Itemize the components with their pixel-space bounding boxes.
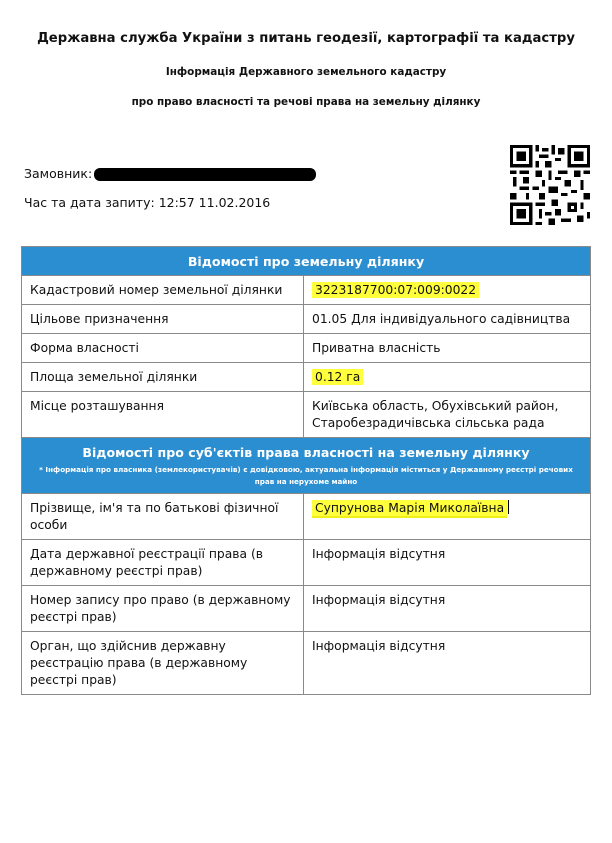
owner-section-title: Відомості про суб'єктів права власності на земельну ділянку	[82, 445, 530, 460]
land-section-header	[22, 247, 591, 276]
table-row	[22, 632, 591, 695]
owner-name-cell	[304, 494, 591, 540]
record-number-value: Інформація відсутня	[304, 586, 591, 632]
land-section-title: Відомості про земельну ділянку	[22, 247, 591, 276]
owner-name-value: Супрунова Марія Миколаївна	[312, 500, 507, 518]
cadastral-number-value: 3223187700:07:009:0022	[312, 282, 479, 298]
location-label: Місце розташування	[22, 392, 304, 438]
ownership-form-value: Приватна власність	[304, 334, 591, 363]
customer-label: Замовник:	[24, 166, 93, 181]
table-row	[22, 276, 591, 305]
table-row	[22, 363, 591, 392]
area-cell	[304, 363, 591, 392]
request-time-value: 12:57 11.02.2016	[158, 195, 271, 210]
area-label: Площа земельної ділянки	[22, 363, 304, 392]
redaction-mark	[94, 168, 316, 181]
registering-authority-value: Інформація відсутня	[304, 632, 591, 695]
request-time	[24, 195, 270, 210]
table-row	[22, 334, 591, 363]
owner-name-label: Прізвище, ім'я та по батькові фізичної особи	[22, 494, 304, 540]
registering-authority-label: Орган, що здійснив державну реєстрацію права (в державному реєстрі прав)	[22, 632, 304, 695]
record-number-label: Номер запису про право (в державному реєстрі прав)	[22, 586, 304, 632]
table-row	[22, 540, 591, 586]
purpose-value: 01.05 Для індивідуального садівництва	[304, 305, 591, 334]
table-row	[22, 586, 591, 632]
table-row	[22, 392, 591, 438]
purpose-label: Цільове призначення	[22, 305, 304, 334]
cadastre-info-table	[21, 246, 591, 695]
table-row	[22, 305, 591, 334]
qr-code-icon	[510, 145, 590, 225]
registration-date-value: Інформація відсутня	[304, 540, 591, 586]
document-subtitle: про право власності та речові права на земельну ділянку	[131, 96, 481, 108]
owner-section-note: * Інформація про власника (землекористувачів) є довідковою, актуальна інформація міститься у Державному реєстрі речових прав на нерухоме майно	[39, 465, 573, 486]
cadastral-number-label: Кадастровий номер земельної ділянки	[22, 276, 304, 305]
cadastral-number-cell	[304, 276, 591, 305]
text-cursor	[508, 500, 509, 514]
agency-title: Державна служба України з питань геодезії, картографії та кадастру	[37, 31, 575, 46]
request-time-label: Час та дата запиту:	[24, 195, 155, 210]
document-title: Інформація Державного земельного кадастру	[165, 66, 447, 78]
table-row	[22, 494, 591, 540]
customer-row	[24, 166, 316, 181]
area-value: 0.12 га	[312, 369, 363, 385]
location-value: Київська область, Обухівський район, Старобезрадичівська сільська рада	[304, 392, 591, 438]
owner-section-cell	[22, 438, 591, 494]
ownership-form-label: Форма власності	[22, 334, 304, 363]
owner-section-header	[22, 438, 591, 494]
registration-date-label: Дата державної реєстрації права (в державному реєстрі прав)	[22, 540, 304, 586]
